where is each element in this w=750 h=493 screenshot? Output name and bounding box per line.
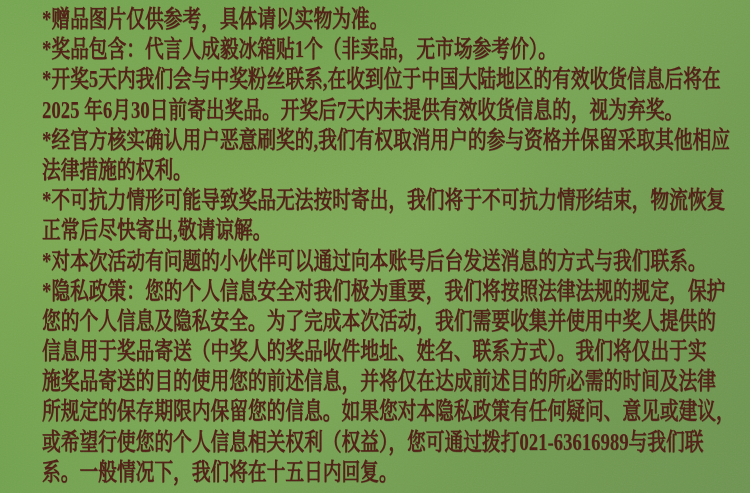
terms-line: 施奖品寄送的目的使用您的前述信息，并将仅在达成前述目的所必需的时间及法律 bbox=[42, 369, 716, 396]
terms-line: 所规定的保存期限内保留您的信息。如果您对本隐私政策有任何疑问、意见或建议， bbox=[42, 399, 735, 426]
terms-line: 您的个人信息及隐私安全。为了完成本次活动，我们需要收集并使用中奖人提供的 bbox=[42, 308, 716, 335]
terms-line: *赠品图片仅供参考，具体请以实物为准。 bbox=[42, 7, 389, 33]
terms-line: 法律措施的权利。 bbox=[42, 157, 192, 184]
terms-line: *经官方核实确认用户恶意刷奖的,我们有权取消用户的参与资格并保留采取其他相应 bbox=[42, 127, 730, 154]
terms-line: 信息用于奖品寄送（中奖人的奖品收件地址、姓名、联系方式）。我们将仅出于实 bbox=[42, 339, 707, 366]
terms-line: 2025 年6月30日前寄出奖品。开奖后7天内未提供有效收货信息的，视为弃奖。 bbox=[42, 97, 684, 124]
terms-text-block bbox=[42, 5, 750, 488]
terms-line: *奖品包含：代言人成毅冰箱贴1个（非卖品，无市场参考价）。 bbox=[42, 37, 557, 64]
terms-line: 正常后尽快寄出,敬请谅解。 bbox=[42, 218, 272, 245]
terms-line: 系。一般情况下，我们将在十五日内回复。 bbox=[42, 459, 398, 486]
terms-line: *不可抗力情形可能导致奖品无法按时寄出，我们将于不可抗力情形结束，物流恢复 bbox=[42, 188, 726, 215]
terms-line: *隐私政策：您的个人信息安全对我们极为重要，我们将按照法律法规的规定，保护 bbox=[42, 278, 726, 305]
terms-line: *开奖5天内我们会与中奖粉丝联系,在收到位于中国大陆地区的有效收货信息后将在 bbox=[42, 67, 721, 94]
terms-line: *对本次活动有问题的小伙伴可以通过向本账号后台发送消息的方式与我们联系。 bbox=[42, 248, 707, 275]
terms-line: 或希望行使您的个人信息相关权利（权益），您可通过拨打021-63616989与我们联 bbox=[42, 429, 704, 456]
